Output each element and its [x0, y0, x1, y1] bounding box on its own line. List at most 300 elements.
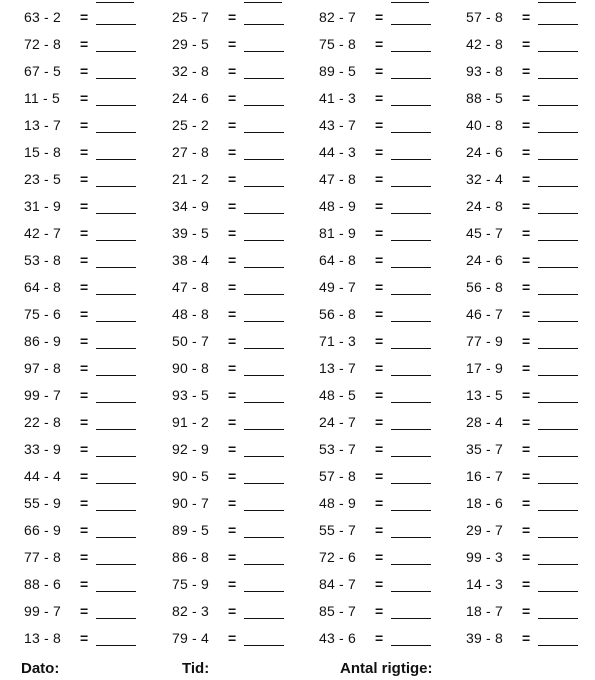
problem-row [0, 438, 595, 465]
problem-row [0, 114, 595, 141]
equals-sign: = [522, 36, 531, 52]
equals-sign: = [80, 279, 89, 295]
problem-cell [24, 519, 171, 546]
problem-text: 43 - 6 [319, 630, 356, 646]
answer-line[interactable] [96, 105, 136, 106]
answer-line[interactable] [96, 591, 136, 592]
problem-cell [466, 6, 595, 33]
problem-text: 63 - 2 [24, 9, 61, 25]
answer-line[interactable] [391, 645, 431, 646]
problem-cell [319, 438, 466, 465]
equals-sign: = [80, 414, 89, 430]
answer-line[interactable] [391, 159, 431, 160]
problem-cell [172, 249, 319, 276]
problem-text: 97 - 8 [24, 360, 61, 376]
answer-line[interactable] [244, 375, 284, 376]
problem-text: 92 - 9 [172, 441, 209, 457]
problem-cell [319, 33, 466, 60]
equals-sign: = [80, 117, 89, 133]
problem-row [0, 87, 595, 114]
problem-row [0, 519, 595, 546]
answer-line[interactable] [244, 78, 284, 79]
answer-line[interactable] [538, 267, 578, 268]
equals-sign: = [375, 495, 384, 511]
answer-line[interactable] [96, 240, 136, 241]
answer-line[interactable] [391, 483, 431, 484]
problem-text: 50 - 7 [172, 333, 209, 349]
answer-line[interactable] [391, 51, 431, 52]
equals-sign: = [80, 603, 89, 619]
problem-cell [172, 600, 319, 627]
problem-text: 88 - 5 [466, 90, 503, 106]
problem-cell [172, 114, 319, 141]
answer-line[interactable] [391, 348, 431, 349]
answer-line[interactable] [391, 132, 431, 133]
problem-cell [24, 87, 171, 114]
problem-cell [172, 546, 319, 573]
problem-cell [24, 6, 171, 33]
problem-text: 48 - 5 [319, 387, 356, 403]
answer-line[interactable] [96, 24, 136, 25]
answer-line[interactable] [391, 240, 431, 241]
equals-sign: = [375, 171, 384, 187]
problem-cell [319, 222, 466, 249]
answer-line[interactable] [391, 429, 431, 430]
equals-sign: = [228, 549, 237, 565]
equals-sign: = [228, 171, 237, 187]
equals-sign: = [375, 117, 384, 133]
answer-line[interactable] [391, 105, 431, 106]
answer-line[interactable] [96, 294, 136, 295]
answer-line[interactable] [391, 186, 431, 187]
answer-line[interactable] [244, 321, 284, 322]
problem-cell [466, 276, 595, 303]
equals-sign: = [522, 549, 531, 565]
problem-cell [466, 114, 595, 141]
problem-grid [0, 6, 595, 654]
problem-cell [24, 465, 171, 492]
answer-line[interactable] [96, 537, 136, 538]
problem-row [0, 168, 595, 195]
problem-text: 90 - 5 [172, 468, 209, 484]
problem-text: 18 - 6 [466, 495, 503, 511]
answer-line[interactable] [244, 240, 284, 241]
problem-cell [466, 384, 595, 411]
answer-line[interactable] [96, 645, 136, 646]
problem-cell [319, 6, 466, 33]
problem-cell [319, 519, 466, 546]
answer-line[interactable] [96, 51, 136, 52]
problem-cell [24, 573, 171, 600]
problem-text: 47 - 8 [319, 171, 356, 187]
problem-cell [24, 492, 171, 519]
equals-sign: = [522, 198, 531, 214]
answer-line[interactable] [244, 267, 284, 268]
problem-cell [466, 438, 595, 465]
problem-cell [466, 546, 595, 573]
problem-text: 99 - 3 [466, 549, 503, 565]
equals-sign: = [375, 441, 384, 457]
problem-text: 79 - 4 [172, 630, 209, 646]
answer-line[interactable] [538, 510, 578, 511]
answer-line[interactable] [538, 375, 578, 376]
equals-sign: = [80, 333, 89, 349]
answer-line[interactable] [96, 618, 136, 619]
answer-line[interactable] [244, 348, 284, 349]
answer-line[interactable] [391, 537, 431, 538]
problem-cell [172, 438, 319, 465]
problem-cell [466, 303, 595, 330]
problem-cell [24, 600, 171, 627]
problem-text: 47 - 8 [172, 279, 209, 295]
answer-line[interactable] [538, 429, 578, 430]
answer-line[interactable] [96, 483, 136, 484]
equals-sign: = [228, 414, 237, 430]
problem-text: 42 - 8 [466, 36, 503, 52]
problem-cell [24, 627, 171, 654]
problem-cell [319, 330, 466, 357]
answer-line[interactable] [96, 132, 136, 133]
answer-line[interactable] [538, 24, 578, 25]
problem-text: 77 - 8 [24, 549, 61, 565]
answer-line[interactable] [96, 375, 136, 376]
equals-sign: = [375, 549, 384, 565]
problem-cell [172, 60, 319, 87]
problem-text: 29 - 5 [172, 36, 209, 52]
answer-line[interactable] [96, 267, 136, 268]
problem-text: 88 - 6 [24, 576, 61, 592]
equals-sign: = [375, 576, 384, 592]
answer-line[interactable] [244, 132, 284, 133]
answer-line[interactable] [244, 429, 284, 430]
problem-text: 53 - 8 [24, 252, 61, 268]
equals-sign: = [80, 9, 89, 25]
answer-line[interactable] [538, 213, 578, 214]
problem-text: 45 - 7 [466, 225, 503, 241]
problem-cell [319, 195, 466, 222]
equals-sign: = [375, 198, 384, 214]
problem-cell [24, 222, 171, 249]
answer-line[interactable] [538, 402, 578, 403]
problem-row [0, 33, 595, 60]
answer-line[interactable] [244, 510, 284, 511]
equals-sign: = [522, 333, 531, 349]
answer-line[interactable] [244, 645, 284, 646]
equals-sign: = [375, 90, 384, 106]
problem-text: 48 - 8 [172, 306, 209, 322]
equals-sign: = [522, 630, 531, 646]
answer-line[interactable] [244, 159, 284, 160]
equals-sign: = [80, 441, 89, 457]
equals-sign: = [228, 630, 237, 646]
answer-line[interactable] [96, 429, 136, 430]
equals-sign: = [80, 198, 89, 214]
equals-sign: = [228, 441, 237, 457]
answer-line[interactable] [96, 186, 136, 187]
problem-cell [24, 384, 171, 411]
answer-line[interactable] [391, 618, 431, 619]
problem-text: 75 - 9 [172, 576, 209, 592]
problem-cell [24, 303, 171, 330]
answer-line[interactable] [538, 618, 578, 619]
answer-line[interactable] [391, 267, 431, 268]
equals-sign: = [228, 63, 237, 79]
problem-text: 99 - 7 [24, 387, 61, 403]
equals-sign: = [228, 333, 237, 349]
equals-sign: = [522, 9, 531, 25]
answer-line[interactable] [96, 159, 136, 160]
problem-cell [319, 60, 466, 87]
problem-cell [24, 195, 171, 222]
answer-line[interactable] [244, 591, 284, 592]
answer-line[interactable] [96, 321, 136, 322]
equals-sign: = [80, 549, 89, 565]
equals-sign: = [80, 252, 89, 268]
problem-cell [172, 87, 319, 114]
equals-sign: = [522, 252, 531, 268]
equals-sign: = [375, 414, 384, 430]
answer-line[interactable] [538, 537, 578, 538]
answer-line[interactable] [538, 105, 578, 106]
answer-line[interactable] [391, 375, 431, 376]
problem-text: 41 - 3 [319, 90, 356, 106]
answer-line[interactable] [391, 213, 431, 214]
problem-cell [172, 465, 319, 492]
problem-cell [466, 600, 595, 627]
problem-row [0, 573, 595, 600]
problem-text: 72 - 6 [319, 549, 356, 565]
equals-sign: = [522, 414, 531, 430]
problem-text: 39 - 8 [466, 630, 503, 646]
problem-cell [172, 330, 319, 357]
problem-text: 93 - 8 [466, 63, 503, 79]
equals-sign: = [228, 225, 237, 241]
answer-line[interactable] [96, 510, 136, 511]
problem-text: 89 - 5 [172, 522, 209, 538]
equals-sign: = [80, 225, 89, 241]
answer-line[interactable] [96, 456, 136, 457]
problem-cell [172, 222, 319, 249]
problem-text: 82 - 7 [319, 9, 356, 25]
problem-text: 32 - 8 [172, 63, 209, 79]
answer-line[interactable] [391, 591, 431, 592]
problem-text: 86 - 8 [172, 549, 209, 565]
equals-sign: = [522, 360, 531, 376]
problem-cell [466, 519, 595, 546]
answer-line[interactable] [538, 483, 578, 484]
problem-cell [24, 546, 171, 573]
answer-line[interactable] [391, 564, 431, 565]
equals-sign: = [228, 360, 237, 376]
problem-row [0, 600, 595, 627]
problem-cell [172, 492, 319, 519]
answer-line[interactable] [538, 294, 578, 295]
problem-row [0, 222, 595, 249]
answer-line[interactable] [538, 240, 578, 241]
answer-line[interactable] [244, 213, 284, 214]
problem-text: 75 - 6 [24, 306, 61, 322]
problem-text: 27 - 8 [172, 144, 209, 160]
problem-text: 56 - 8 [466, 279, 503, 295]
answer-line[interactable] [96, 564, 136, 565]
answer-line[interactable] [244, 564, 284, 565]
problem-cell [466, 33, 595, 60]
date-label: Dato: [21, 660, 60, 677]
problem-text: 44 - 3 [319, 144, 356, 160]
equals-sign: = [375, 630, 384, 646]
answer-line[interactable] [538, 321, 578, 322]
problem-text: 72 - 8 [24, 36, 61, 52]
equals-sign: = [80, 171, 89, 187]
problem-cell [24, 330, 171, 357]
answer-line[interactable] [391, 24, 431, 25]
equals-sign: = [228, 36, 237, 52]
problem-text: 33 - 9 [24, 441, 61, 457]
problem-cell [319, 168, 466, 195]
answer-line[interactable] [244, 105, 284, 106]
equals-sign: = [375, 360, 384, 376]
problem-text: 77 - 9 [466, 333, 503, 349]
equals-sign: = [522, 387, 531, 403]
answer-line[interactable] [538, 348, 578, 349]
answer-line[interactable] [538, 591, 578, 592]
answer-line[interactable] [244, 186, 284, 187]
problem-cell [319, 249, 466, 276]
equals-sign: = [522, 63, 531, 79]
equals-sign: = [375, 252, 384, 268]
equals-sign: = [522, 171, 531, 187]
answer-line[interactable] [244, 618, 284, 619]
problem-text: 64 - 8 [319, 252, 356, 268]
problem-text: 55 - 7 [319, 522, 356, 538]
answer-line[interactable] [96, 78, 136, 79]
problem-cell [319, 276, 466, 303]
problem-row [0, 141, 595, 168]
answer-line[interactable] [244, 456, 284, 457]
problem-text: 81 - 9 [319, 225, 356, 241]
problem-row [0, 411, 595, 438]
problem-cell [319, 384, 466, 411]
problem-text: 93 - 5 [172, 387, 209, 403]
problem-text: 85 - 7 [319, 603, 356, 619]
equals-sign: = [80, 36, 89, 52]
equals-sign: = [228, 522, 237, 538]
problem-text: 53 - 7 [319, 441, 356, 457]
problem-text: 99 - 7 [24, 603, 61, 619]
problem-text: 24 - 7 [319, 414, 356, 430]
equals-sign: = [80, 630, 89, 646]
answer-line[interactable] [538, 159, 578, 160]
equals-sign: = [375, 603, 384, 619]
problem-cell [319, 573, 466, 600]
problem-text: 13 - 5 [466, 387, 503, 403]
problem-cell [466, 249, 595, 276]
problem-cell [172, 627, 319, 654]
equals-sign: = [228, 576, 237, 592]
problem-cell [24, 411, 171, 438]
problem-text: 15 - 8 [24, 144, 61, 160]
answer-line[interactable] [538, 186, 578, 187]
problem-text: 14 - 3 [466, 576, 503, 592]
answer-line[interactable] [538, 51, 578, 52]
answer-line[interactable] [244, 537, 284, 538]
problem-text: 18 - 7 [466, 603, 503, 619]
problem-row [0, 357, 595, 384]
problem-cell [24, 249, 171, 276]
answer-line[interactable] [96, 348, 136, 349]
problem-text: 17 - 9 [466, 360, 503, 376]
problem-text: 66 - 9 [24, 522, 61, 538]
equals-sign: = [375, 225, 384, 241]
equals-sign: = [522, 603, 531, 619]
problem-cell [172, 303, 319, 330]
answer-line[interactable] [244, 294, 284, 295]
problem-text: 16 - 7 [466, 468, 503, 484]
answer-line[interactable] [391, 294, 431, 295]
problem-cell [172, 33, 319, 60]
problem-text: 24 - 8 [466, 198, 503, 214]
answer-line[interactable] [244, 483, 284, 484]
answer-line[interactable] [538, 456, 578, 457]
answer-line[interactable] [391, 78, 431, 79]
equals-sign: = [522, 306, 531, 322]
problem-text: 31 - 9 [24, 198, 61, 214]
equals-sign: = [228, 603, 237, 619]
problem-cell [319, 87, 466, 114]
problem-cell [466, 60, 595, 87]
problem-cell [24, 276, 171, 303]
answer-line[interactable] [244, 51, 284, 52]
equals-sign: = [228, 198, 237, 214]
answer-line[interactable] [538, 645, 578, 646]
answer-line[interactable] [538, 132, 578, 133]
answer-line[interactable] [391, 402, 431, 403]
problem-text: 89 - 5 [319, 63, 356, 79]
answer-line[interactable] [96, 402, 136, 403]
problem-text: 48 - 9 [319, 495, 356, 511]
answer-line[interactable] [391, 321, 431, 322]
problem-text: 75 - 8 [319, 36, 356, 52]
problem-cell [319, 411, 466, 438]
problem-cell [24, 438, 171, 465]
answer-line[interactable] [96, 213, 136, 214]
problem-text: 13 - 8 [24, 630, 61, 646]
problem-text: 67 - 5 [24, 63, 61, 79]
answer-line[interactable] [244, 24, 284, 25]
problem-row [0, 465, 595, 492]
equals-sign: = [522, 468, 531, 484]
problem-row [0, 627, 595, 654]
problem-row [0, 276, 595, 303]
equals-sign: = [228, 252, 237, 268]
equals-sign: = [228, 144, 237, 160]
problem-text: 28 - 4 [466, 414, 503, 430]
problem-cell [319, 600, 466, 627]
answer-line[interactable] [391, 510, 431, 511]
equals-sign: = [522, 225, 531, 241]
problem-cell [319, 141, 466, 168]
problem-row [0, 384, 595, 411]
answer-line[interactable] [538, 78, 578, 79]
equals-sign: = [228, 495, 237, 511]
answer-line[interactable] [244, 402, 284, 403]
problem-cell [172, 276, 319, 303]
problem-text: 82 - 3 [172, 603, 209, 619]
problem-text: 24 - 6 [172, 90, 209, 106]
problem-row [0, 60, 595, 87]
answer-line[interactable] [391, 456, 431, 457]
answer-line[interactable] [538, 564, 578, 565]
